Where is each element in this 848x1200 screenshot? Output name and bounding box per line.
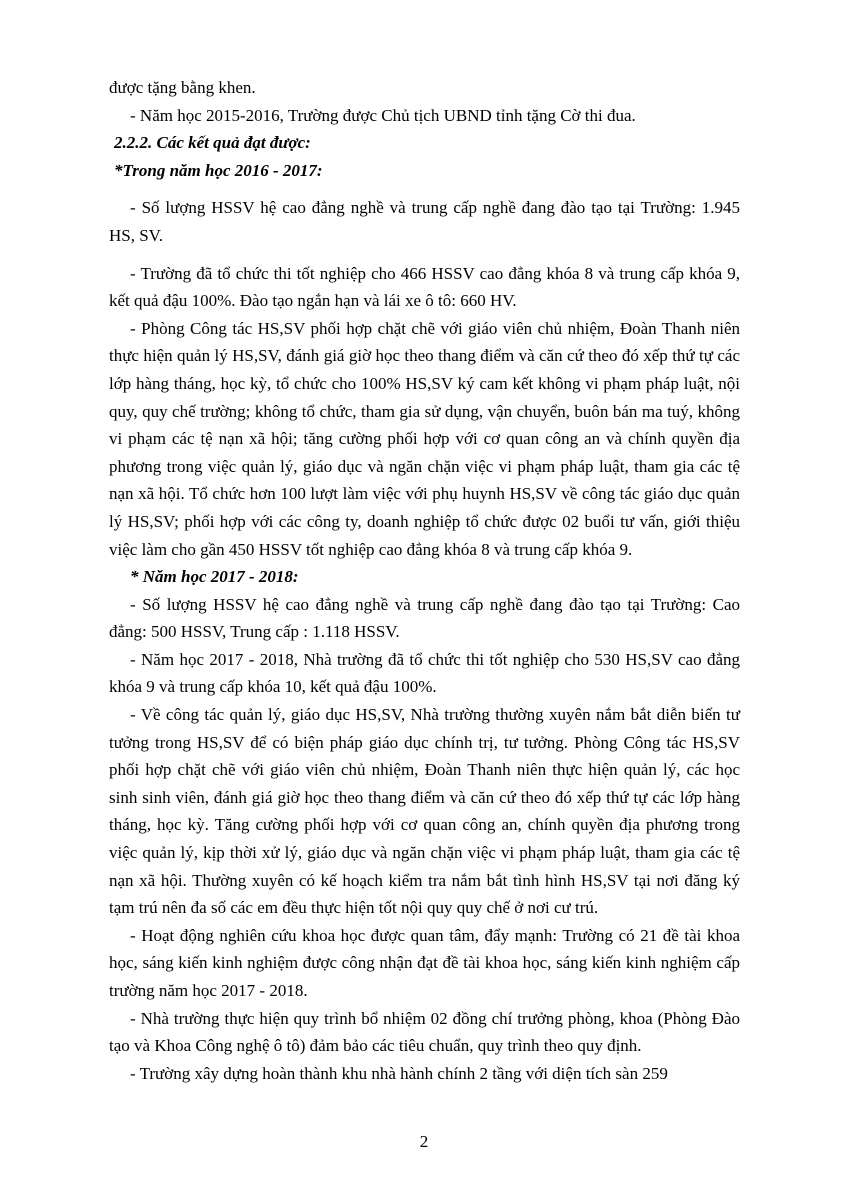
- paragraph-student-management-2017: - Về công tác quản lý, giáo dục HS,SV, Nhà trường thường xuyên nắm bắt diễn biến tư tưởng trong HS,SV để có biện pháp giáo dục chính trị, tư tưởng. Phòng Công tác HS,SV phối hợp chặt chẽ với giáo viên chủ nhiệm, Đoàn Thanh niên thực hiện quản lý, các học sinh sinh viên, đánh giá giờ học theo thang điểm và căn cứ theo đó xếp thứ tự các lớp hàng tháng, học kỳ. Tăng cường phối hợp với cơ quan công an, chính quyền địa phương trong việc quản lý, kịp thời xử lý, giáo dục và ngăn chặn việc vi phạm pháp luật, tham gia các tệ nạn xã hội. Thường xuyên có kế hoạch kiểm tra nắm bắt tình hình HS,SV tại nơi đăng ký tạm trú nên đa số các em đều thực hiện tốt nội quy quy chế ở nơi cư trú.: [109, 705, 740, 918]
- paragraph-student-affairs-2016: - Phòng Công tác HS,SV phối hợp chặt chẽ với giáo viên chủ nhiệm, Đoàn Thanh niên thực hiện quản lý HS,SV, đánh giá giờ học theo thang điểm và căn cứ theo đó xếp thứ tự các lớp hàng tháng, học kỳ, tổ chức cho 100% HS,SV ký cam kết không vi phạm pháp luật, nội quy, quy chế trường; không tổ chức, tham gia sử dụng, vận chuyển, buôn bán ma tuý, không vi phạm các tệ nạn xã hội; tăng cường phối hợp với cơ quan công an và chính quyền địa phương trong việc quản lý, giáo dục và ngăn chặn việc vi phạm pháp luật, tham gia các tệ nạn xã hội. Tổ chức hơn 100 lượt làm việc với phụ huynh HS,SV về công tác giáo dục quản lý HS,SV; phối hợp với các công ty, doanh nghiệp tổ chức được 02 buổi tư vấn, giới thiệu việc làm cho gần 450 HSSV tốt nghiệp cao đẳng khóa 8 và trung cấp khóa 9.: [109, 318, 740, 559]
- paragraph-student-count-2016: - Số lượng HSSV hệ cao đẳng nghề và trung cấp nghề đang đào tạo tại Trường: 1.945 HS, SV.: [109, 198, 740, 245]
- paragraph-construction: - Trường xây dựng hoàn thành khu nhà hành chính 2 tầng với diện tích sàn 259: [130, 1063, 668, 1083]
- paragraph-graduation-2017: - Năm học 2017 - 2018, Nhà trường đã tổ chức thi tốt nghiệp cho 530 HS,SV cao đẳng khóa 9 và trung cấp khóa 10, kết quả đậu 100%.: [109, 649, 740, 697]
- subheading-2016-2017: *Trong năm học 2016 - 2017:: [114, 160, 323, 180]
- subheading-2017-2018: * Năm học 2017 - 2018:: [130, 567, 299, 587]
- section-heading-results: 2.2.2. Các kết quả đạt được:: [114, 133, 311, 153]
- paragraph-appointment: - Nhà trường thực hiện quy trình bổ nhiệm 02 đồng chí trưởng phòng, khoa (Phòng Đào tạo và Khoa Công nghệ ô tô) đảm bảo các tiêu chuẩn, quy trình theo quy định.: [109, 1008, 740, 1056]
- paragraph-continuation: được tặng bằng khen.: [109, 78, 256, 97]
- page-number: 2: [419, 1132, 429, 1151]
- paragraph-award-2015: - Năm học 2015-2016, Trường được Chủ tịch UBND tỉnh tặng Cờ thi đua.: [130, 105, 636, 125]
- document-body: [109, 74, 740, 1087]
- paragraph-graduation-2016: - Trường đã tổ chức thi tốt nghiệp cho 466 HSSV cao đẳng khóa 8 và trung cấp khóa 9, kết quả đậu 100%. Đào tạo ngắn hạn và lái xe ô tô: 660 HV.: [109, 263, 740, 311]
- paragraph-student-count-2017: - Số lượng HSSV hệ cao đẳng nghề và trung cấp nghề đang đào tạo tại Trường: Cao đẳng: 500 HSSV, Trung cấp : 1.118 HSSV.: [109, 594, 740, 642]
- paragraph-research: - Hoạt động nghiên cứu khoa học được quan tâm, đẩy mạnh: Trường có 21 đề tài khoa học, sáng kiến kinh nghiệm được công nhận đạt đề tài khoa học, sáng kiến kinh nghiệm cấp trường năm học 2017 - 2018.: [109, 925, 740, 1000]
